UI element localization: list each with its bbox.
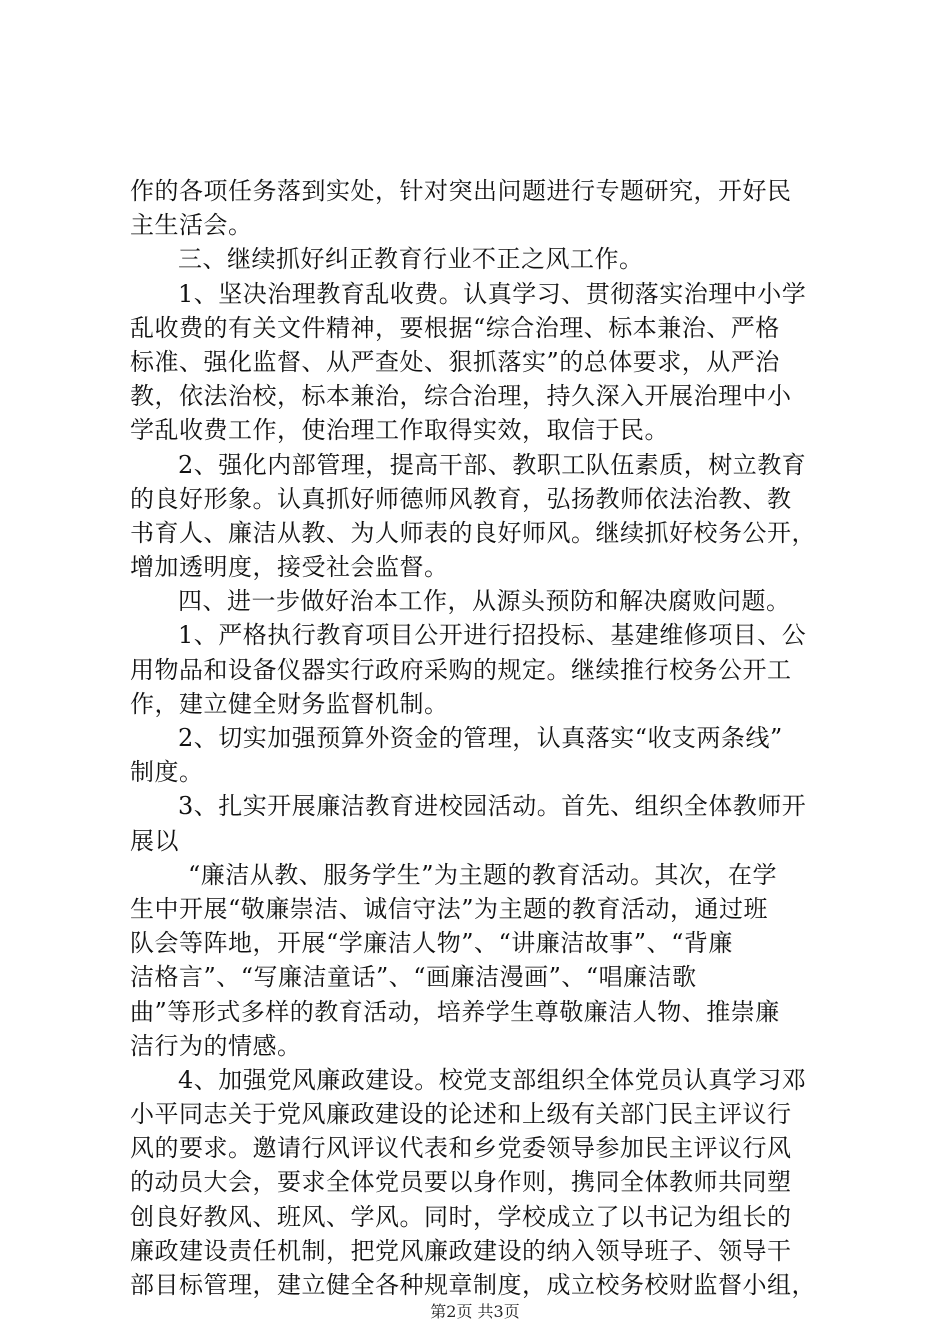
text-line: 生中开展“敬廉崇洁、诚信守法”为主题的教育活动，通过班 (130, 894, 769, 923)
text-line: 学乱收费工作，使治理工作取得实效，取信于民。 (130, 416, 669, 445)
text-line: 队会等阵地，开展“学廉洁人物”、“讲廉洁故事”、“背廉 (130, 929, 733, 958)
text-line: 用物品和设备仪器实行政府采购的规定。继续推行校务公开工 (130, 655, 792, 684)
text-line: 展以 (130, 826, 179, 855)
text-line: 作的各项任务落到实处，针对突出问题进行专题研究，开好民 (130, 177, 792, 205)
text-line: 2、强化内部管理，提高干部、教职工队伍素质，树立教育 (178, 450, 807, 479)
text-line: 廉政建设责任机制，把党风廉政建设的纳入领导班子、领导干 (130, 1236, 792, 1265)
text-line: 乱收费的有关文件精神，要根据“综合治理、标本兼治、严格 (130, 313, 780, 342)
text-line: 教，依法治校，标本兼治，综合治理，持久深入开展治理中小 (130, 382, 792, 411)
text-line: 四、进一步做好治本工作，从源头预防和解决腐败问题。 (178, 587, 791, 616)
text-line: 标准、强化监督、从严查处、狠抓落实”的总体要求，从严治 (130, 347, 780, 376)
text-line: 书育人、廉洁从教、为人师表的良好师风。继续抓好校务公开， (130, 518, 816, 547)
text-line: 创良好教风、班风、学风。同时，学校成立了以书记为组长的 (130, 1202, 792, 1231)
page-footer: 第2页 共3页 (430, 1302, 520, 1321)
text-line: 主生活会。 (130, 211, 253, 240)
text-line: “廉洁从教、服务学生”为主题的教育活动。其次，在学 (188, 860, 778, 889)
text-line: 三、继续抓好纠正教育行业不正之风工作。 (178, 245, 644, 274)
text-line: 1、坚决治理教育乱收费。认真学习、贯彻落实治理中小学 (178, 279, 807, 308)
body-text (130, 174, 830, 1302)
text-line: 风的要求。邀请行风评议代表和乡党委领导参加民主评议行风 (130, 1134, 792, 1163)
text-line: 洁行为的情感。 (130, 1031, 302, 1060)
text-line: 4、加强党风廉政建设。校党支部组织全体党员认真学习邓 (178, 1065, 807, 1094)
text-line: 洁格言”、“写廉洁童话”、“画廉洁漫画”、“唱廉洁歌 (130, 963, 697, 992)
text-line: 1、严格执行教育项目公开进行招投标、基建维修项目、公 (178, 621, 807, 650)
text-line: 曲”等形式多样的教育活动，培养学生尊敬廉洁人物、推崇廉 (130, 997, 780, 1026)
text-line: 小平同志关于党风廉政建设的论述和上级有关部门民主评议行 (130, 1100, 792, 1129)
text-line: 2、切实加强预算外资金的管理，认真落实“收支两条线” (178, 724, 783, 752)
text-line: 制度。 (130, 758, 204, 787)
text-line: 作，建立健全财务监督机制。 (130, 689, 449, 718)
text-line: 的良好形象。认真抓好师德师风教育，弘扬教师依法治教、教 (130, 484, 792, 513)
text-line: 3、扎实开展廉洁教育进校园活动。首先、组织全体教师开 (178, 792, 807, 821)
text-line: 的动员大会，要求全体党员要以身作则，携同全体教师共同塑 (130, 1168, 792, 1197)
text-line: 部目标管理，建立健全各种规章制度，成立校务校财监督小组， (130, 1271, 816, 1299)
text-line: 增加透明度，接受社会监督。 (130, 553, 449, 582)
